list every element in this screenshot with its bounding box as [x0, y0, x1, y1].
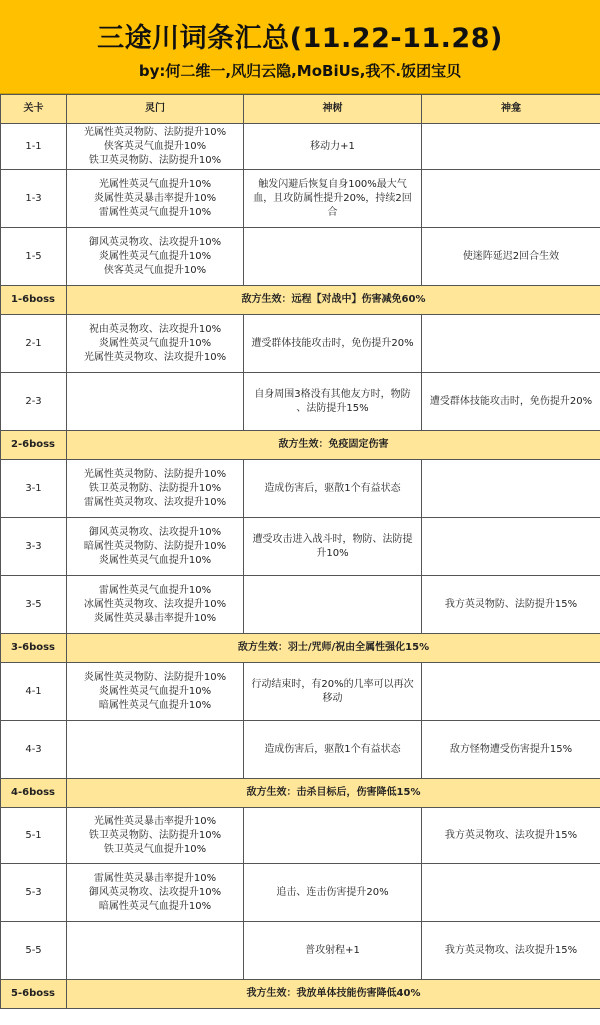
boss-row [1, 286, 600, 315]
shenshu-cell: 自身周围3格没有其他友方时，物防 、法防提升15% [244, 373, 422, 431]
table-row [1, 721, 600, 779]
table-row [1, 663, 600, 721]
stage-cell: 4-3 [1, 721, 67, 779]
shenkan-cell [422, 315, 600, 373]
boss-stage-cell: 3-6boss [1, 634, 67, 663]
stage-cell: 1-5 [1, 228, 67, 286]
stage-cell: 3-5 [1, 576, 67, 634]
lingmen-cell: 光属性英灵气血提升10% 炎属性英灵暴击率提升10% 雷属性英灵气血提升10% [67, 170, 244, 228]
lingmen-cell [67, 922, 244, 980]
table-row [1, 518, 600, 576]
stage-cell: 5-3 [1, 864, 67, 922]
shenkan-cell [422, 864, 600, 922]
column-header-shenkan: 神龛 [422, 95, 600, 124]
table-row [1, 124, 600, 170]
shenkan-cell: 我方英灵物攻、法攻提升15% [422, 808, 600, 864]
lingmen-cell: 炎属性英灵物防、法防提升10% 炎属性英灵气血提升10% 暗属性英灵气血提升10% [67, 663, 244, 721]
column-header-stage: 关卡 [1, 95, 67, 124]
boss-effect-cell: 我方生效：我放单体技能伤害降低40% [67, 980, 600, 1009]
boss-stage-cell: 5-6boss [1, 980, 67, 1009]
table-row [1, 373, 600, 431]
lingmen-cell: 祝由英灵物攻、法攻提升10% 炎属性英灵气血提升10% 光属性英灵物攻、法攻提升10% [67, 315, 244, 373]
authors-line: by:何二维一,风归云隐,MoBiUs,我不.饭团宝贝 [138, 62, 462, 80]
stage-cell: 4-1 [1, 663, 67, 721]
shenkan-cell [422, 170, 600, 228]
shenshu-cell: 行动结束时，有20%的几率可以再次 移动 [244, 663, 422, 721]
shenkan-cell [422, 663, 600, 721]
lingmen-cell: 光属性英灵暴击率提升10% 铁卫英灵物防、法防提升10% 铁卫英灵气血提升10% [67, 808, 244, 864]
stage-cell: 1-3 [1, 170, 67, 228]
table-row [1, 922, 600, 980]
stage-cell: 1-1 [1, 124, 67, 170]
table-row [1, 228, 600, 286]
boss-row [1, 431, 600, 460]
table-row [1, 460, 600, 518]
page-title: 三途川词条汇总(11.22-11.28) [97, 23, 503, 54]
shenshu-cell [244, 576, 422, 634]
shenshu-cell: 普攻射程+1 [244, 922, 422, 980]
boss-effect-cell: 敌方生效：免疫固定伤害 [67, 431, 600, 460]
boss-row [1, 980, 600, 1009]
page-header [0, 0, 600, 94]
shenkan-cell [422, 518, 600, 576]
lingmen-cell [67, 721, 244, 779]
lingmen-cell: 雷属性英灵暴击率提升10% 御风英灵物攻、法攻提升10% 暗属性英灵气血提升10% [67, 864, 244, 922]
boss-row [1, 634, 600, 663]
table-row [1, 576, 600, 634]
shenkan-cell: 遭受群体技能攻击时，免伤提升20% [422, 373, 600, 431]
shenshu-cell: 遭受群体技能攻击时，免伤提升20% [244, 315, 422, 373]
shenshu-cell [244, 228, 422, 286]
boss-stage-cell: 1-6boss [1, 286, 67, 315]
lingmen-cell: 雷属性英灵气血提升10% 冰属性英灵物攻、法攻提升10% 炎属性英灵暴击率提升10% [67, 576, 244, 634]
shenshu-cell [244, 808, 422, 864]
table-row [1, 864, 600, 922]
stage-cell: 3-3 [1, 518, 67, 576]
column-header-lingmen: 灵门 [67, 95, 244, 124]
shenshu-cell: 移动力+1 [244, 124, 422, 170]
shenkan-cell [422, 460, 600, 518]
boss-effect-cell: 敌方生效：远程【对战中】伤害减免60% [67, 286, 600, 315]
shenshu-cell: 追击、连击伤害提升20% [244, 864, 422, 922]
lingmen-cell [67, 373, 244, 431]
lingmen-cell: 光属性英灵物防、法防提升10% 侠客英灵气血提升10% 铁卫英灵物防、法防提升10% [67, 124, 244, 170]
stage-cell: 5-1 [1, 808, 67, 864]
table-row [1, 808, 600, 864]
shenshu-cell: 造成伤害后，驱散1个有益状态 [244, 721, 422, 779]
boss-stage-cell: 2-6boss [1, 431, 67, 460]
table-row [1, 315, 600, 373]
table-row [1, 170, 600, 228]
shenshu-cell: 触发闪避后恢复自身100%最大气 血，且攻防属性提升20%，持续2回 合 [244, 170, 422, 228]
column-header-shenshu: 神树 [244, 95, 422, 124]
table-header-row [1, 95, 600, 124]
lingmen-cell: 光属性英灵物防、法防提升10% 铁卫英灵物防、法防提升10% 雷属性英灵物攻、法攻提升10% [67, 460, 244, 518]
shenkan-cell [422, 124, 600, 170]
stage-cell: 3-1 [1, 460, 67, 518]
stage-cell: 2-3 [1, 373, 67, 431]
shenshu-cell: 遭受攻击进入战斗时，物防、法防提 升10% [244, 518, 422, 576]
stage-cell: 5-5 [1, 922, 67, 980]
affix-table [0, 94, 600, 1009]
shenkan-cell: 敌方怪物遭受伤害提升15% [422, 721, 600, 779]
lingmen-cell: 御风英灵物攻、法攻提升10% 炎属性英灵气血提升10% 侠客英灵气血提升10% [67, 228, 244, 286]
shenshu-cell: 造成伤害后，驱散1个有益状态 [244, 460, 422, 518]
shenkan-cell: 使迷阵延迟2回合生效 [422, 228, 600, 286]
shenkan-cell: 我方英灵物攻、法攻提升15% [422, 922, 600, 980]
lingmen-cell: 御风英灵物攻、法攻提升10% 暗属性英灵物防、法防提升10% 炎属性英灵气血提升10% [67, 518, 244, 576]
boss-effect-cell: 敌方生效：击杀目标后，伤害降低15% [67, 779, 600, 808]
shenkan-cell: 我方英灵物防、法防提升15% [422, 576, 600, 634]
boss-row [1, 779, 600, 808]
stage-cell: 2-1 [1, 315, 67, 373]
boss-effect-cell: 敌方生效：羽士/咒师/祝由全属性强化15% [67, 634, 600, 663]
boss-stage-cell: 4-6boss [1, 779, 67, 808]
